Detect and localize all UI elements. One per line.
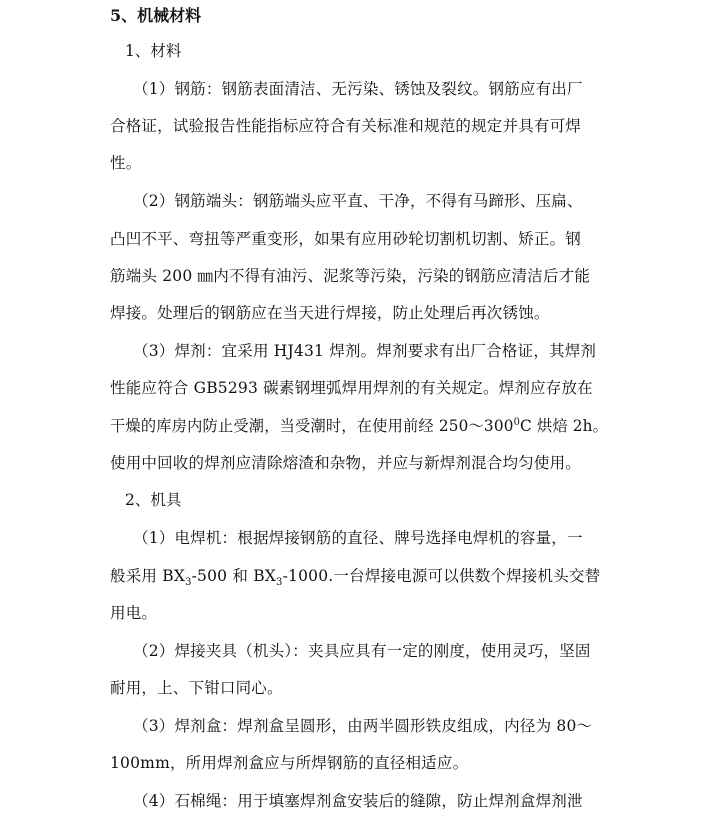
paragraph-line: 耐用，上、下钳口同心。 — [110, 679, 283, 697]
paragraph-line: （1）钢筋：钢筋表面清洁、无污染、锈蚀及裂纹。钢筋应有出厂 — [133, 80, 583, 98]
paragraph-line: 性。 — [110, 154, 142, 172]
superscript: 0 — [513, 416, 521, 428]
paragraph-line: （3）焊剂：宜采用 HJ431 焊剂。焊剂要求有出厂合格证，其焊剂 — [133, 342, 597, 360]
paragraph-line: 使用中回收的焊剂应清除熔渣和杂物，并应与新焊剂混合均匀使用。 — [110, 454, 582, 472]
paragraph-line: 性能应符合 GB5293 碳素钢埋弧焊用焊剂的有关规定。焊剂应存放在 — [110, 379, 593, 397]
text-run: 干燥的库房内防止受潮，当受潮时，在使用前经 250～300 — [110, 417, 514, 435]
subscript: 3 — [185, 577, 192, 589]
paragraph-line: （3）焊剂盒：焊剂盒呈圆形，由两半圆形铁皮组成，内径为 80～ — [133, 717, 593, 735]
text-run: C 烘焙 2h。 — [520, 417, 609, 435]
subscript: 3 — [276, 577, 283, 589]
paragraph-line — [110, 564, 600, 588]
paragraph-line: （4）石棉绳：用于填塞焊剂盒安装后的缝隙，防止焊剂盒焊剂泄 — [133, 792, 583, 810]
paragraph-line: 100mm，所用焊剂盒应与所焊钢筋的直径相适应。 — [110, 754, 469, 772]
paragraph-line: （2）焊接夹具（机头）：夹具应具有一定的刚度，使用灵巧，坚固 — [133, 642, 591, 660]
section-heading: 5、机械材料 — [110, 6, 202, 25]
subsection-heading-equipment: 2、机具 — [125, 491, 182, 509]
paragraph-line: （1）电焊机：根据焊接钢筋的直径、牌号选择电焊机的容量，一 — [133, 529, 583, 547]
paragraph-line: （2）钢筋端头：钢筋端头应平直、干净，不得有马蹄形、压扁、 — [133, 192, 583, 210]
paragraph-line: 焊接。处理后的钢筋应在当天进行焊接，防止处理后再次锈蚀。 — [110, 304, 550, 322]
text-run: -500 和 BX — [191, 567, 277, 585]
paragraph-line: 凸凹不平、弯扭等严重变形，如果有应用砂轮切割机切割、矫正。钢 — [110, 230, 582, 248]
paragraph-line: 筋端头 200 ㎜内不得有油污、泥浆等污染，污染的钢筋应清洁后才能 — [110, 267, 591, 285]
paragraph-line: 合格证，试验报告性能指标应符合有关标准和规范的规定并具有可焊 — [110, 117, 582, 135]
paragraph-line: 用电。 — [110, 604, 158, 622]
paragraph-line — [110, 414, 608, 438]
text-run: 般采用 BX — [110, 567, 186, 585]
subsection-heading-materials: 1、材料 — [125, 42, 182, 60]
text-run: -1000.一台焊接电源可以供数个焊接机头交替 — [282, 567, 601, 585]
